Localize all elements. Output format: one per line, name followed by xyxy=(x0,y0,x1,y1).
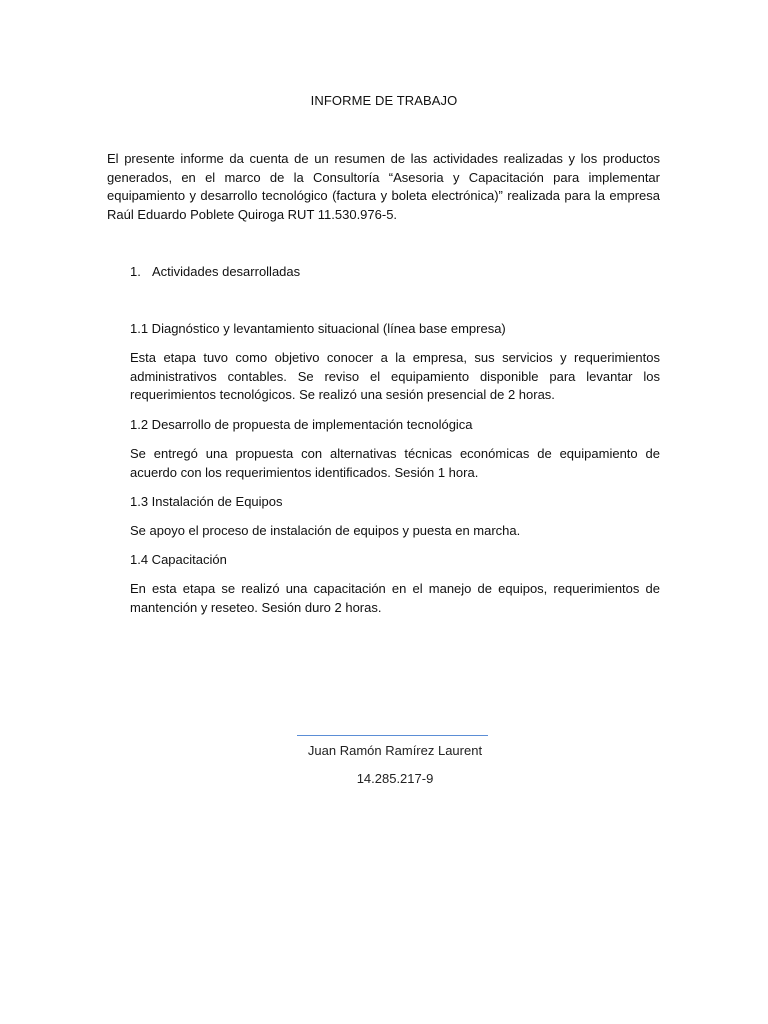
document-title: INFORME DE TRABAJO xyxy=(310,93,458,108)
subsection-1-4-body: En esta etapa se realizó una capacitación en el manejo de equipos, requerimientos de mantención y reseteo. Sesión duro 2 horas. xyxy=(130,581,660,615)
section-label: Actividades desarrolladas xyxy=(152,264,301,279)
signature-id: 14.285.217-9 xyxy=(356,771,434,786)
section-heading-activities xyxy=(130,264,300,279)
subsection-1-3-body: Se apoyo el proceso de instalación de equipos y puesta en marcha. xyxy=(130,523,521,538)
signature-name: Juan Ramón Ramírez Laurent xyxy=(307,743,483,758)
subsection-1-3-heading: 1.3 Instalación de Equipos xyxy=(130,494,283,509)
intro-paragraph: El presente informe da cuenta de un resumen de las actividades realizadas y los productos generados, en el marco de la Consultoría “Asesoria y Capacitación para implementar equipamiento y desarrollo tecnológico (factura y boleta electrónica)” realizada para la empresa Raúl Eduardo Poblete Quiroga RUT 11.530.976-5. xyxy=(107,151,660,222)
subsection-1-1-body: Esta etapa tuvo como objetivo conocer a la empresa, sus servicios y requerimientos administrativos contables. Se reviso el equipamiento disponible para levantar los requerimientos tecnológicos. Se realizó una sesión presencial de 2 horas. xyxy=(130,350,660,402)
subsection-1-2-heading: 1.2 Desarrollo de propuesta de implementación tecnológica xyxy=(130,417,473,432)
section-number: 1. xyxy=(130,264,141,279)
subsection-1-2-body: Se entregó una propuesta con alternativas técnicas económicas de equipamiento de acuerdo con los requerimientos identificados. Sesión 1 hora. xyxy=(130,446,660,480)
subsection-1-4-heading: 1.4 Capacitación xyxy=(130,552,227,567)
signature-line xyxy=(297,735,488,736)
subsection-1-1-heading: 1.1 Diagnóstico y levantamiento situacional (línea base empresa) xyxy=(130,321,506,336)
